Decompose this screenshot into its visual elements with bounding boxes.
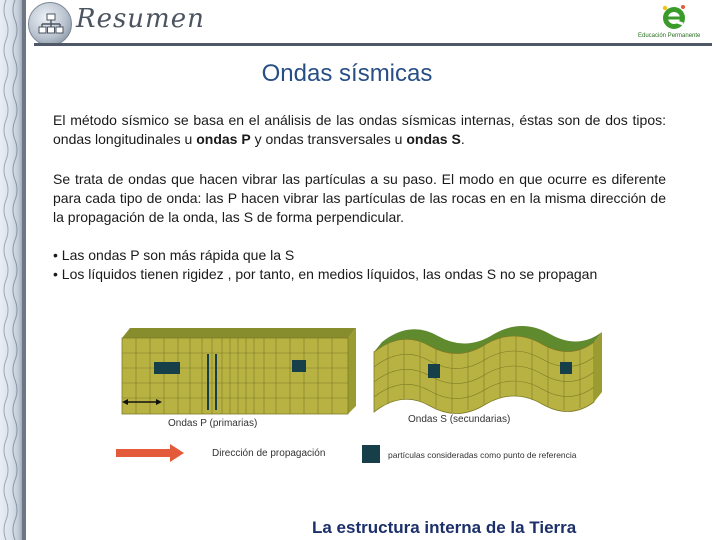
bullet-item: • Las ondas P son más rápida que la S [53,247,295,263]
footer-title: La estructura interna de la Tierra [312,518,577,537]
particle-marker-legend [362,445,380,463]
sitemap-icon [28,2,72,46]
term-ondas-s: ondas S [406,131,461,147]
bullet-list [53,246,666,284]
paragraph-intro: El método sísmico se basa en el análisis de las ondas sísmicas internas, éstas son de dos tipos: ondas longitudinales u ondas P y ondas transversales u ondas S. [53,112,666,147]
label-propagation-direction: Dirección de propagación [212,448,326,459]
seismic-waves-figure [112,314,612,466]
seismic-waves-illustration [112,314,612,466]
bullet-item: • Los líquidos tienen rigidez , por tanto, en medios líquidos, las ondas S no se propagan [53,266,598,282]
education-logo-label: Educación Permanente [638,33,701,39]
s-wave-block [374,326,602,414]
p-wave-block [122,328,356,414]
term-ondas-p: ondas P [196,131,251,147]
header-divider [34,43,712,46]
label-p-waves: Ondas P (primarias) [168,418,258,429]
header-title: Resumen [76,4,205,34]
page-title: Ondas sísmicas [261,60,433,87]
propagation-arrow [116,444,184,462]
paragraph-description: Se trata de ondas que hacen vibrar las partículas a su paso. El modo en que ocurre es diferente para cada tipo de onda: las P hacen vibrar las partículas de las rocas en en la misma dirección de la propagación de la onda, las S de forma perpendicular. [53,171,666,225]
label-reference-particles: partículas consideradas como punto de referencia [388,450,577,460]
label-s-waves: Ondas S (secundarias) [408,414,511,425]
